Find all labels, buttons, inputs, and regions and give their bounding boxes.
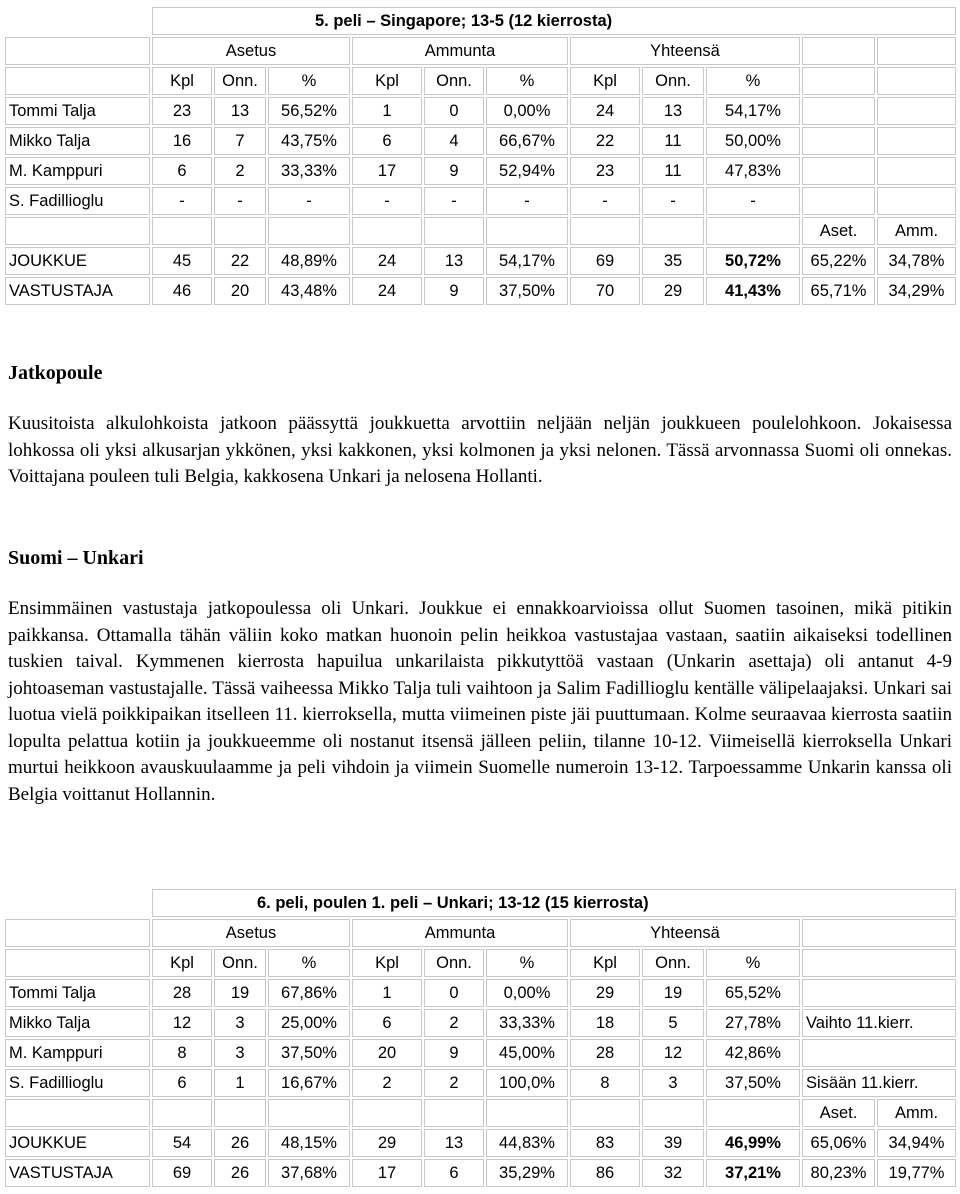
stat-cell: 37,68%: [268, 1159, 350, 1187]
player-name: M. Kamppuri: [5, 157, 150, 185]
team-name: JOUKKUE: [5, 1129, 150, 1157]
stat-cell: 32: [642, 1159, 704, 1187]
stat-cell: 3: [214, 1039, 266, 1067]
section-heading-suomi-unkari: Suomi – Unkari: [8, 547, 144, 569]
team-row: [5, 277, 956, 305]
stat-cell: 35: [642, 247, 704, 275]
stat-cell: 22: [214, 247, 266, 275]
player-row: [5, 1069, 956, 1097]
player-name: S. Fadillioglu: [5, 1069, 150, 1097]
stat-cell: 13: [424, 247, 484, 275]
stat-cell: 18: [570, 1009, 640, 1037]
stat-cell: 3: [642, 1069, 704, 1097]
player-name: Tommi Talja: [5, 979, 150, 1007]
extra-header-aset: Aset.: [802, 217, 875, 245]
stat-cell: 24: [352, 247, 422, 275]
stat-cell: 1: [214, 1069, 266, 1097]
stat-cell: 6: [152, 157, 212, 185]
extra-header-row: [5, 217, 956, 245]
stat-cell: 19: [214, 979, 266, 1007]
stat-cell: 6: [152, 1069, 212, 1097]
sub-header: %: [706, 67, 800, 95]
stat-cell: 17: [352, 157, 422, 185]
player-row: [5, 157, 956, 185]
stat-cell: 6: [352, 1009, 422, 1037]
total-percent: 37,21%: [706, 1159, 800, 1187]
stat-cell: 13: [642, 97, 704, 125]
table-title: 5. peli – Singapore; 13-5 (12 kierrosta): [152, 7, 956, 35]
team-row: [5, 1129, 956, 1157]
stat-cell: -: [706, 187, 800, 215]
stat-cell: 44,83%: [486, 1129, 568, 1157]
stat-cell: 8: [570, 1069, 640, 1097]
sub-header-row: [5, 949, 956, 977]
player-name: S. Fadillioglu: [5, 187, 150, 215]
stat-cell: 29: [642, 277, 704, 305]
team-name: VASTUSTAJA: [5, 1159, 150, 1187]
stat-cell: 35,29%: [486, 1159, 568, 1187]
player-name: M. Kamppuri: [5, 1039, 150, 1067]
extra-header-aset: Aset.: [802, 1099, 875, 1127]
stat-cell: 9: [424, 277, 484, 305]
sub-header: Kpl: [352, 67, 422, 95]
sub-header: Kpl: [152, 949, 212, 977]
stat-cell: 42,86%: [706, 1039, 800, 1067]
stat-cell: 3: [214, 1009, 266, 1037]
stat-cell: 45,00%: [486, 1039, 568, 1067]
sub-header: Kpl: [152, 67, 212, 95]
stat-cell: 65,71%: [802, 277, 875, 305]
sub-header: %: [268, 67, 350, 95]
extra-header-row: [5, 1099, 956, 1127]
stat-cell: 69: [152, 1159, 212, 1187]
group-header-ammunta: Ammunta: [352, 37, 568, 65]
stat-cell: 24: [570, 97, 640, 125]
stat-cell: 9: [424, 157, 484, 185]
stat-cell: -: [152, 187, 212, 215]
sub-header: Onn.: [642, 67, 704, 95]
stat-cell: -: [642, 187, 704, 215]
stat-cell: 65,52%: [706, 979, 800, 1007]
player-note: Vaihto 11.kierr.: [802, 1009, 956, 1037]
stat-cell: 19: [642, 979, 704, 1007]
sub-header: %: [706, 949, 800, 977]
player-note: [802, 1039, 956, 1067]
sub-header: Onn.: [424, 67, 484, 95]
table-title-row: [5, 889, 956, 917]
stat-cell: 48,89%: [268, 247, 350, 275]
table-title-row: [5, 7, 956, 35]
stat-cell: 11: [642, 127, 704, 155]
stat-cell: 23: [152, 97, 212, 125]
group-header-row: [5, 37, 956, 65]
stat-cell: 66,67%: [486, 127, 568, 155]
stat-cell: 27,78%: [706, 1009, 800, 1037]
player-name: Mikko Talja: [5, 1009, 150, 1037]
stat-cell: 65,06%: [802, 1129, 875, 1157]
sub-header: Kpl: [570, 67, 640, 95]
stat-cell: 25,00%: [268, 1009, 350, 1037]
stat-cell: -: [352, 187, 422, 215]
player-row: [5, 979, 956, 1007]
stat-cell: -: [570, 187, 640, 215]
group-header-ammunta: Ammunta: [352, 919, 568, 947]
stat-cell: 54,17%: [486, 247, 568, 275]
group-header-row: [5, 919, 956, 947]
extra-header-amm: Amm.: [877, 217, 956, 245]
stat-cell: 37,50%: [486, 277, 568, 305]
stat-cell: 7: [214, 127, 266, 155]
stat-cell: 1: [352, 97, 422, 125]
stat-cell: 1: [352, 979, 422, 1007]
player-name: Tommi Talja: [5, 97, 150, 125]
stat-cell: 67,86%: [268, 979, 350, 1007]
sub-header: Onn.: [642, 949, 704, 977]
extra-header-amm: Amm.: [877, 1099, 956, 1127]
stat-cell: 13: [424, 1129, 484, 1157]
stat-cell: 2: [424, 1069, 484, 1097]
stat-cell: 86: [570, 1159, 640, 1187]
stat-cell: 8: [152, 1039, 212, 1067]
section-paragraph-jatkopoule: Kuusitoista alkulohkoista jatkoon päässyttä joukkuetta arvottiin neljään neljän joukkueen poulelohkoon. Jokaisessa lohkossa oli yksi alkusarjan ykkönen, yksi kakkonen, yksi kolmonen ja yksi nelonen. Tässä arvonnassa Suomi oli onnekas. Voittajana pouleen tuli Belgia, kakkosena Unkari ja nelosena Hollanti.: [8, 413, 952, 487]
stat-cell: 56,52%: [268, 97, 350, 125]
player-row: [5, 187, 956, 215]
stat-cell: 0: [424, 979, 484, 1007]
stat-cell: 28: [152, 979, 212, 1007]
stat-cell: 80,23%: [802, 1159, 875, 1187]
stat-cell: 28: [570, 1039, 640, 1067]
stat-cell: 0,00%: [486, 979, 568, 1007]
team-name: JOUKKUE: [5, 247, 150, 275]
stat-cell: 45: [152, 247, 212, 275]
stat-cell: 17: [352, 1159, 422, 1187]
player-row: [5, 127, 956, 155]
table-title: 6. peli, poulen 1. peli – Unkari; 13-12 (15 kierrosta): [152, 889, 956, 917]
stat-cell: 20: [214, 277, 266, 305]
stat-cell: 5: [642, 1009, 704, 1037]
stat-cell: 29: [570, 979, 640, 1007]
stat-cell: 4: [424, 127, 484, 155]
sub-header: %: [486, 67, 568, 95]
game5-stats-table: [3, 5, 958, 307]
stat-cell: 65,22%: [802, 247, 875, 275]
stat-cell: 34,94%: [877, 1129, 956, 1157]
stat-cell: 16: [152, 127, 212, 155]
stat-cell: 39: [642, 1129, 704, 1157]
group-header-asetus: Asetus: [152, 37, 350, 65]
stat-cell: 9: [424, 1039, 484, 1067]
team-row: [5, 247, 956, 275]
stat-cell: 52,94%: [486, 157, 568, 185]
player-row: [5, 1009, 956, 1037]
stat-cell: 11: [642, 157, 704, 185]
stat-cell: 22: [570, 127, 640, 155]
stat-cell: 29: [352, 1129, 422, 1157]
stat-cell: 43,75%: [268, 127, 350, 155]
player-note: [802, 979, 956, 1007]
section-paragraph-suomi-unkari: Ensimmäinen vastustaja jatkopoulessa oli Unkari. Joukkue ei ennakkoarvioissa ollut Suomen tasoinen, mikä pitikin paikkansa. Ottamalla tähän väliin koko matkan huonoin pelin heikkoa vastustajaa vastaan, saatiin aikaiseksi todellinen tuskien taival. Kymmenen kierrosta hapuilua unkarilaista pikkutyttöä vastaan (Unkarin asettaja) oli antanut 4-9 johtoaseman vastustajalle. Tässä vaiheessa Mikko Talja tuli vaihtoon ja Salim Fadillioglu kentälle välipelaajaksi. Unkari sai luotua vielä poikkipaikan itselleen 11. kierroksella, mutta viimeinen piste jäi puuttumaan. Kolme seuraavaa kierrosta saatiin lopulta pelattua kotiin ja joukkueemme oli nostanut itsensä jälleen peliin, tilanne 10-12. Viimeisellä kierroksella Unkari murtui heikkoon avauskuulaamme ja peli vihdoin ja viimein Suomelle numeroin 13-12. Tarpoessamme Unkarin kanssa oli Belgia voittanut Hollannin.: [8, 598, 952, 805]
stat-cell: 83: [570, 1129, 640, 1157]
stat-cell: 13: [214, 97, 266, 125]
stat-cell: 6: [424, 1159, 484, 1187]
stat-cell: 0,00%: [486, 97, 568, 125]
stat-cell: 2: [424, 1009, 484, 1037]
stat-cell: 2: [352, 1069, 422, 1097]
game6-stats-table: [3, 887, 958, 1189]
stat-cell: 20: [352, 1039, 422, 1067]
stat-cell: 50,00%: [706, 127, 800, 155]
stat-cell: -: [486, 187, 568, 215]
stat-cell: -: [424, 187, 484, 215]
player-name: Mikko Talja: [5, 127, 150, 155]
sub-header: Onn.: [424, 949, 484, 977]
stat-cell: 0: [424, 97, 484, 125]
total-percent: 50,72%: [706, 247, 800, 275]
group-header-asetus: Asetus: [152, 919, 350, 947]
sub-header-row: [5, 67, 956, 95]
stat-cell: 70: [570, 277, 640, 305]
total-percent: 46,99%: [706, 1129, 800, 1157]
stat-cell: -: [268, 187, 350, 215]
group-header-yhteensa: Yhteensä: [570, 919, 800, 947]
player-note: Sisään 11.kierr.: [802, 1069, 956, 1097]
stat-cell: 43,48%: [268, 277, 350, 305]
stat-cell: -: [214, 187, 266, 215]
stat-cell: 26: [214, 1159, 266, 1187]
stat-cell: 6: [352, 127, 422, 155]
group-header-yhteensa: Yhteensä: [570, 37, 800, 65]
stat-cell: 34,78%: [877, 247, 956, 275]
player-row: [5, 1039, 956, 1067]
sub-header: Kpl: [352, 949, 422, 977]
stat-cell: 19,77%: [877, 1159, 956, 1187]
sub-header: Onn.: [214, 67, 266, 95]
stat-cell: 69: [570, 247, 640, 275]
stat-cell: 37,50%: [268, 1039, 350, 1067]
stat-cell: 24: [352, 277, 422, 305]
stat-cell: 23: [570, 157, 640, 185]
team-name: VASTUSTAJA: [5, 277, 150, 305]
stat-cell: 33,33%: [486, 1009, 568, 1037]
section-heading-jatkopoule: Jatkopoule: [8, 362, 103, 384]
stat-cell: 33,33%: [268, 157, 350, 185]
sub-header: %: [268, 949, 350, 977]
stat-cell: 100,0%: [486, 1069, 568, 1097]
stat-cell: 48,15%: [268, 1129, 350, 1157]
stat-cell: 46: [152, 277, 212, 305]
player-row: [5, 97, 956, 125]
total-percent: 41,43%: [706, 277, 800, 305]
sub-header: Kpl: [570, 949, 640, 977]
stat-cell: 34,29%: [877, 277, 956, 305]
stat-cell: 26: [214, 1129, 266, 1157]
team-row: [5, 1159, 956, 1187]
sub-header: Onn.: [214, 949, 266, 977]
stat-cell: 47,83%: [706, 157, 800, 185]
sub-header: %: [486, 949, 568, 977]
stat-cell: 12: [642, 1039, 704, 1067]
stat-cell: 12: [152, 1009, 212, 1037]
stat-cell: 37,50%: [706, 1069, 800, 1097]
stat-cell: 54,17%: [706, 97, 800, 125]
stat-cell: 16,67%: [268, 1069, 350, 1097]
stat-cell: 2: [214, 157, 266, 185]
stat-cell: 54: [152, 1129, 212, 1157]
